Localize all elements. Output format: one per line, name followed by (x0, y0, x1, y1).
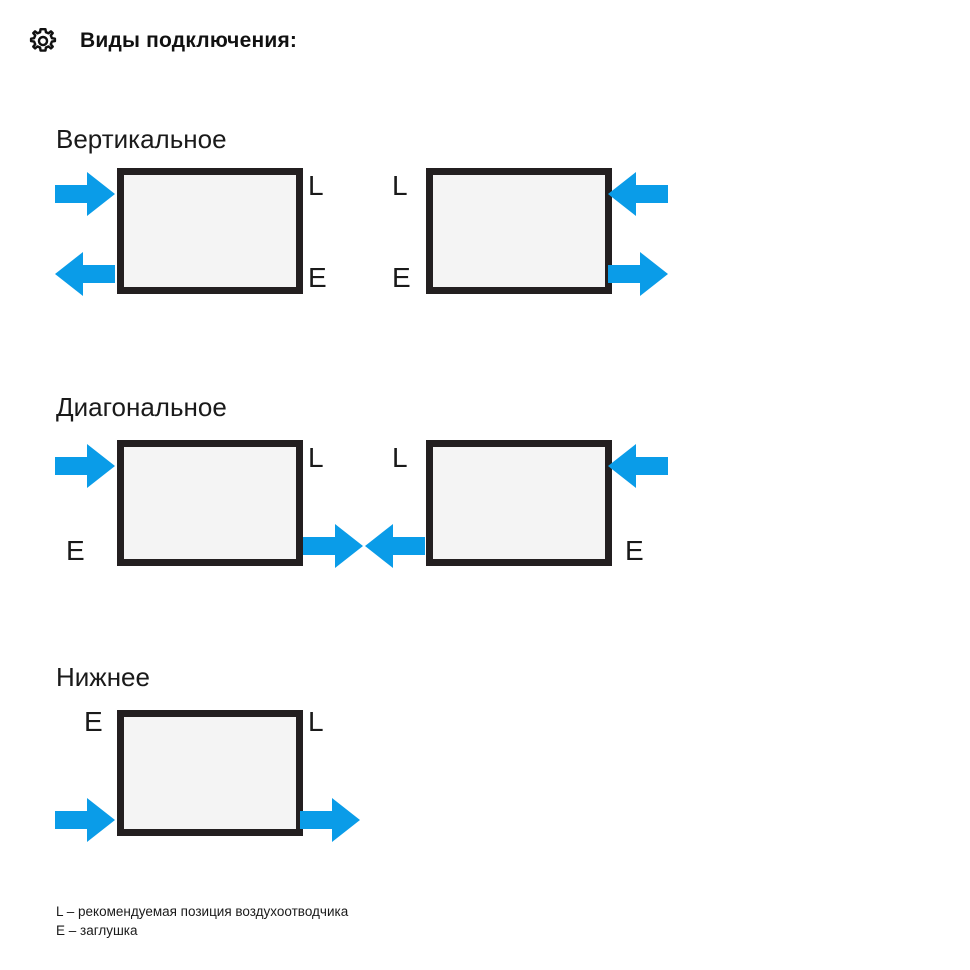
group-label-diagonal: Диагональное (56, 392, 227, 422)
radiator-body (117, 168, 303, 294)
radiator-body (117, 710, 303, 836)
letter-E: E (84, 706, 103, 737)
letter-L: L (392, 442, 408, 473)
radiator-body (426, 168, 612, 294)
arrow-inlet-left (608, 444, 664, 486)
group-label-vertical: Вертикальное (56, 124, 227, 154)
arrow-inlet-right (55, 798, 111, 840)
letter-E: E (66, 535, 85, 566)
group-label-bottom: Нижнее (56, 662, 150, 692)
letter-E: E (308, 262, 327, 293)
letter-E: E (392, 262, 411, 293)
legend-item-L: L – рекомендуемая позиция воздухоотводчика (56, 904, 349, 919)
radiator-body (426, 440, 612, 566)
arrow-outlet-right (300, 798, 356, 840)
arrow-inlet-right (55, 172, 111, 214)
arrow-inlet-left (608, 172, 664, 214)
letter-E: E (625, 535, 644, 566)
arrow-outlet-right (303, 524, 359, 566)
gear-icon (28, 26, 58, 56)
arrow-inlet-right (55, 444, 111, 486)
letter-L: L (308, 706, 324, 737)
header (28, 26, 297, 56)
legend (56, 902, 348, 940)
radiator-body (117, 440, 303, 566)
letter-L: L (308, 170, 324, 201)
page-title: Виды подключения: (80, 29, 298, 52)
arrow-outlet-left (365, 524, 421, 566)
legend-item-E: E – заглушка (56, 923, 138, 938)
arrow-outlet-left (55, 252, 111, 294)
letter-L: L (392, 170, 408, 201)
arrow-outlet-right (608, 252, 664, 294)
letter-L: L (308, 442, 324, 473)
